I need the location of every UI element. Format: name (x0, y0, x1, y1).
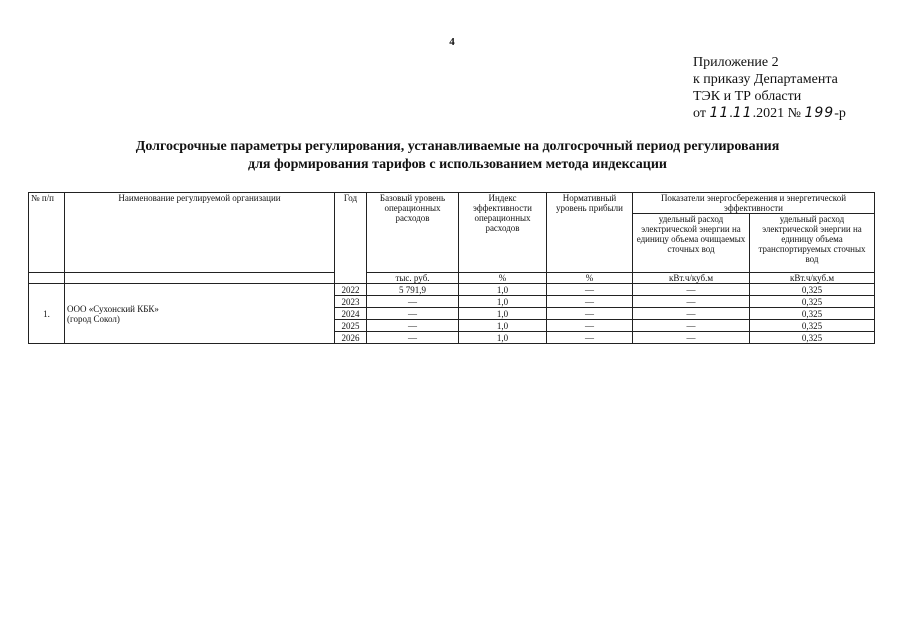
header-profit-level: Нормативный уровень прибыли (547, 193, 633, 273)
cell-energy-treated: — (633, 308, 750, 320)
unit-index: % (459, 273, 547, 284)
date-dot: . (729, 106, 733, 121)
cell-energy-treated: — (633, 332, 750, 344)
unit-base: тыс. руб. (367, 273, 459, 284)
cell-year: 2023 (335, 296, 367, 308)
unit-energy-transported: кВт.ч/куб.м (750, 273, 875, 284)
parameters-table (28, 192, 875, 344)
organization-name: ООО «Сухонский КБК» (67, 303, 159, 314)
header-energy-treated: удельный расход электрической энергии на единицу объема очищаемых сточных вод (633, 214, 750, 273)
cell-index: 1,0 (459, 320, 547, 332)
date-month-handwritten: 11 (732, 105, 753, 121)
date-year: .2021 № (752, 106, 805, 121)
title-line-1: Долгосрочные параметры регулирования, устанавливаемые на долгосрочный период регулирования (135, 139, 780, 154)
appendix-line-2: к приказу Департамента (693, 72, 838, 87)
cell-energy-transported: 0,325 (750, 284, 875, 296)
table-row (29, 284, 875, 296)
cell-year: 2022 (335, 284, 367, 296)
appendix-block (693, 54, 893, 122)
organization-city: (город Сокол) (67, 313, 120, 324)
cell-energy-transported: 0,325 (750, 308, 875, 320)
cell-profit: — (547, 308, 633, 320)
cell-index: 1,0 (459, 284, 547, 296)
cell-year: 2025 (335, 320, 367, 332)
appendix-line-3: ТЭК и ТР области (693, 89, 802, 104)
cell-year: 2024 (335, 308, 367, 320)
cell-energy-treated: — (633, 320, 750, 332)
cell-base: — (367, 296, 459, 308)
cell-energy-treated: — (633, 296, 750, 308)
document-title (60, 138, 855, 174)
header-year: Год (335, 193, 367, 284)
cell-base: 5 791,9 (367, 284, 459, 296)
organization-cell (65, 284, 335, 344)
header-org: Наименование регулируемой организации (65, 193, 335, 273)
unit-profit: % (547, 273, 633, 284)
header-energy-indicators: Показатели энергосбережения и энергетической эффективности (633, 193, 875, 214)
cell-index: 1,0 (459, 332, 547, 344)
cell-profit: — (547, 296, 633, 308)
cell-year: 2026 (335, 332, 367, 344)
cell-energy-transported: 0,325 (750, 296, 875, 308)
cell-profit: — (547, 284, 633, 296)
header-num: № п/п (29, 193, 65, 273)
cell-profit: — (547, 320, 633, 332)
cell-index: 1,0 (459, 296, 547, 308)
header-energy-transported: удельный расход электрической энергии на единицу объема транспортируемых сточных вод (750, 214, 875, 273)
order-number-suffix: -р (834, 106, 846, 121)
header-base-level: Базовый уровень операционных расходов (367, 193, 459, 273)
row-number: 1. (29, 284, 65, 344)
cell-index: 1,0 (459, 308, 547, 320)
title-line-2: для формирования тарифов с использованием метода индексации (247, 157, 667, 172)
page-number: 4 (449, 36, 455, 48)
appendix-line-1: Приложение 2 (693, 55, 779, 70)
cell-energy-transported: 0,325 (750, 332, 875, 344)
appendix-date-line (693, 105, 893, 122)
header-efficiency-index: Индекс эффективности операционных расходов (459, 193, 547, 273)
date-prefix: от (693, 106, 710, 121)
order-number-handwritten: 199 (804, 105, 835, 121)
unit-num-blank (29, 273, 65, 284)
cell-energy-transported: 0,325 (750, 320, 875, 332)
unit-energy-treated: кВт.ч/куб.м (633, 273, 750, 284)
cell-energy-treated: — (633, 284, 750, 296)
cell-profit: — (547, 332, 633, 344)
cell-base: — (367, 308, 459, 320)
cell-base: — (367, 332, 459, 344)
cell-base: — (367, 320, 459, 332)
unit-org-blank (65, 273, 335, 284)
date-day-handwritten: 11 (709, 105, 730, 121)
